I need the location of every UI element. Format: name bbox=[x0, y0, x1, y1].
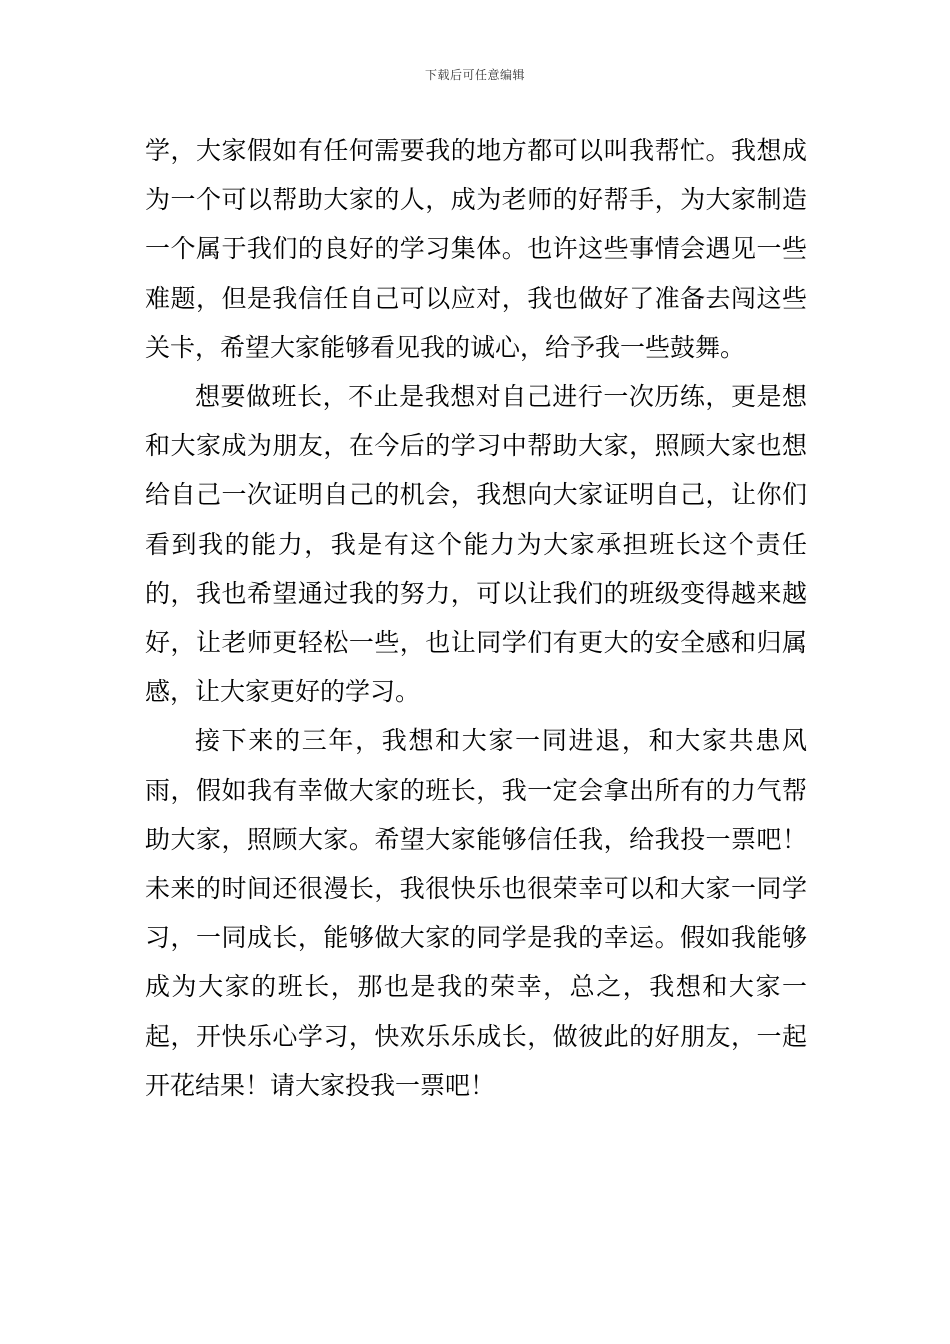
paragraph-continued: 学，大家假如有任何需要我的地方都可以叫我帮忙。我想成为一个可以帮助大家的人，成为老师的好帮手，为大家制造一个属于我们的良好的学习集体。也许这些事情会遇见一些难题，但是我信任自己可以应对，我也做好了准备去闯这些关卡，希望大家能够看见我的诚心，给予我一些鼓舞。 bbox=[145, 136, 807, 362]
paragraph: 接下来的三年，我想和大家一同进退，和大家共患风雨，假如我有幸做大家的班长，我一定会拿出所有的力气帮助大家，照顾大家。希望大家能够信任我，给我投一票吧！未来的时间还很漫长，我很快乐也很荣幸可以和大家一同学习，一同成长，能够做大家的同学是我的幸运。假如我能够成为大家的班长，那也是我的荣幸，总之，我想和大家一起，开快乐心学习，快欢乐乐成长，做彼此的好朋友，一起开花结果！请大家投我一票吧！ bbox=[145, 726, 807, 1100]
header-note: 下载后可任意编辑 bbox=[424, 68, 525, 82]
paragraph: 想要做班长，不止是我想对自己进行一次历练，更是想和大家成为朋友，在今后的学习中帮助大家，照顾大家也想给自己一次证明自己的机会，我想向大家证明自己，让你们看到我的能力，我是有这个能力为大家承担班长这个责任的，我也希望通过我的努力，可以让我们的班级变得越来越好，让老师更轻松一些，也让同学们有更大的安全感和归属感，让大家更好的学习。 bbox=[145, 382, 807, 707]
document-body bbox=[145, 126, 807, 1110]
